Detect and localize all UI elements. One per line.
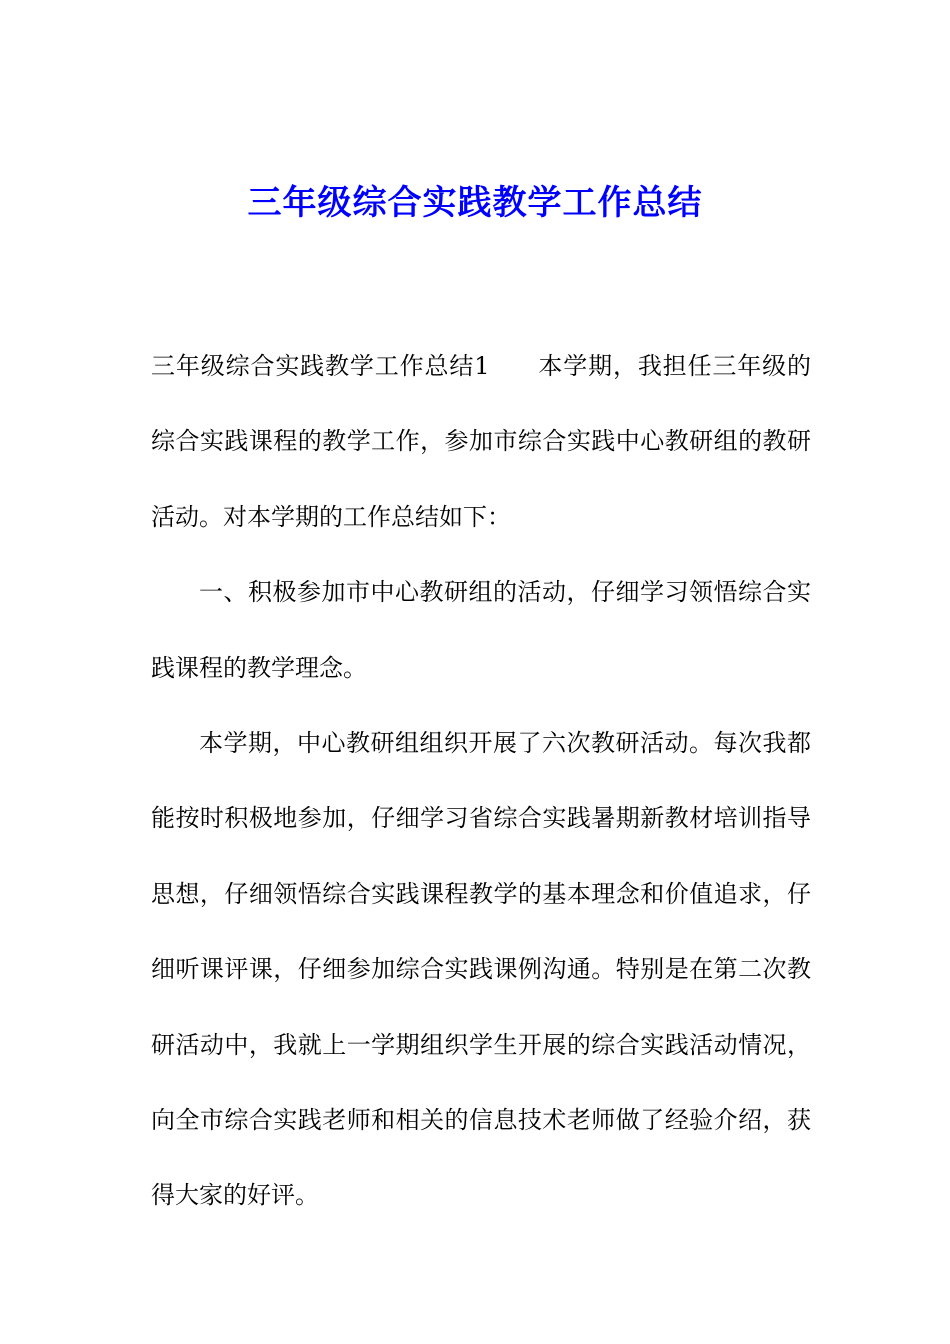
document-body [151,329,811,1234]
paragraph-1: 本学期，中心教研组组织开展了六次教研活动。每次我都能按时积极地参加，仔细学习省综合实践暑期新教材培训指导思想，仔细领悟综合实践课程教学的基本理念和价值追求，仔细听课评课，仔细参加综合实践课例沟通。特别是在第二次教研活动中，我就上一学期组织学生开展的综合实践活动情况，向全市综合实践老师和相关的信息技术老师做了经验介绍，获得大家的好评。 [151,729,811,1210]
intro-text: 本学期，我担任三年级的综合实践课程的教学工作，参加市综合实践中心教研组的教研活动。对本学期的工作总结如下： [151,352,811,531]
section-1-heading: 一、积极参加市中心教研组的活动，仔细学习领悟综合实践课程的教学理念。 [151,578,811,682]
intro-paragraph [151,329,811,555]
intro-heading: 三年级综合实践教学工作总结1 [151,352,490,380]
document-title: 三年级综合实践教学工作总结 [247,183,703,223]
